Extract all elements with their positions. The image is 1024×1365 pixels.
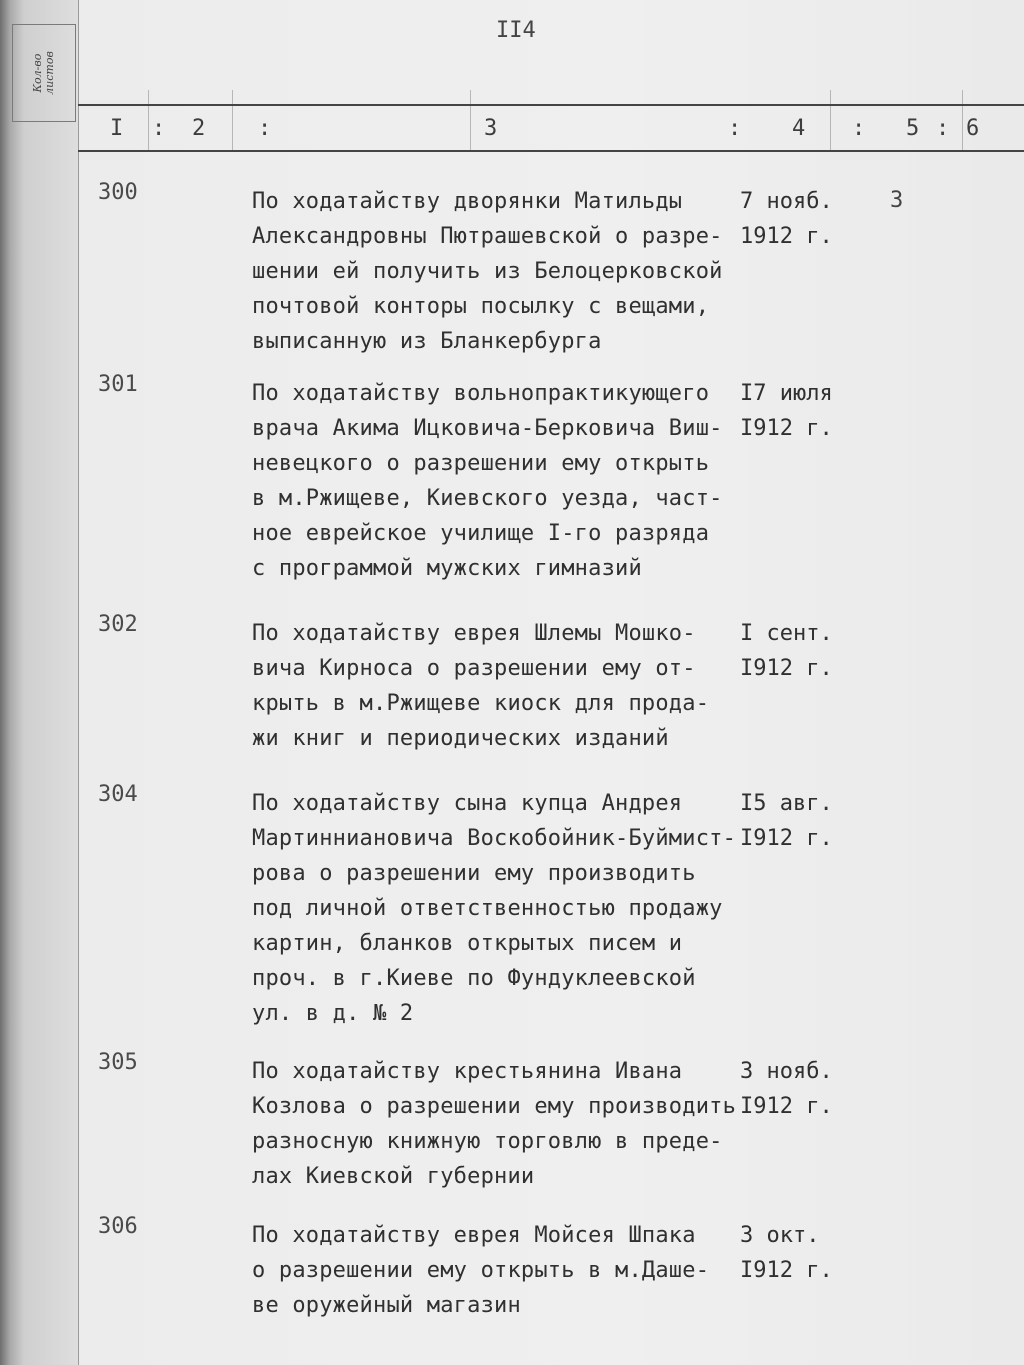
entry-description: По ходатайству крестьянина Ивана Козлова о разрешении ему производить разносную книжную торговлю в преде- лах Киевской губернии <box>252 1059 737 1189</box>
header-sep: : <box>728 116 742 141</box>
entry-number: 304 <box>98 782 138 807</box>
entry-number: 301 <box>98 372 138 397</box>
header-sep: : <box>152 116 166 141</box>
entry-description: По ходатайству сына купца Андрея Мартинниановича Воскобойник-Буймист- рова о разрешении ему производить под личной ответственностью продажу картин, бланков открытых писем и проч. в г.Киеве по Фундуклеевской ул. в д. № 2 <box>252 791 737 1026</box>
table-header-top-rule <box>78 104 1024 106</box>
sheet-count-label-text: Кол-во листов <box>31 51 56 95</box>
entry-sheet-count: 3 <box>890 188 904 213</box>
header-col-2: 2 <box>192 116 206 141</box>
column-divider <box>830 90 831 150</box>
page-number: II4 <box>496 18 536 43</box>
header-col-6: 6 <box>966 116 980 141</box>
header-col-3: 3 <box>484 116 498 141</box>
entry-date: 3 окт. I912 г. <box>740 1223 833 1283</box>
column-divider <box>962 90 963 150</box>
binding-margin <box>0 0 79 1365</box>
entry-date: I5 авг. I912 г. <box>740 791 833 851</box>
header-col-5: 5 <box>906 116 920 141</box>
column-divider <box>232 90 233 150</box>
entry-date: I сент. I912 г. <box>740 621 833 681</box>
entry-number: 300 <box>98 180 138 205</box>
entry-number: 306 <box>98 1214 138 1239</box>
table-header-bottom-rule <box>78 150 1024 152</box>
entry-date: I7 июля I912 г. <box>740 381 833 441</box>
entry-date: 7 нояб. 1912 г. <box>740 189 833 249</box>
entry-description: По ходатайству еврея Мойсея Шпака о разрешении ему открыть в м.Даше- ве оружейный магазин <box>252 1223 710 1318</box>
entry-description: По ходатайству вольнопрактикующего врача Акима Ицковича-Берковича Виш- невецкого о разрешении ему открыть в м.Ржищеве, Киевского уезда, част- ное еврейское училище I-го разряда с программой мужских гимназий <box>252 381 723 581</box>
column-divider <box>148 90 149 150</box>
column-divider <box>470 90 471 150</box>
entry-number: 305 <box>98 1050 138 1075</box>
entry-description: По ходатайству еврея Шлемы Мошко- вича Кирноса о разрешении ему от- крыть в м.Ржищеве киоск для прода- жи книг и периодических изданий <box>252 621 710 751</box>
header-sep: : <box>936 116 950 141</box>
header-col-4: 4 <box>792 116 806 141</box>
header-sep: : <box>258 116 272 141</box>
entry-date: 3 нояб. I912 г. <box>740 1059 833 1119</box>
header-sep: : <box>852 116 866 141</box>
entry-number: 302 <box>98 612 138 637</box>
header-col-1: I <box>110 116 124 141</box>
entry-description: По ходатайству дворянки Матильды Александровны Пютрашевской о разре- шении ей получить из Белоцерковской почтовой конторы посылку с вещами, выписанную из Бланкербурга <box>252 189 723 354</box>
sheet-count-label <box>12 24 76 122</box>
